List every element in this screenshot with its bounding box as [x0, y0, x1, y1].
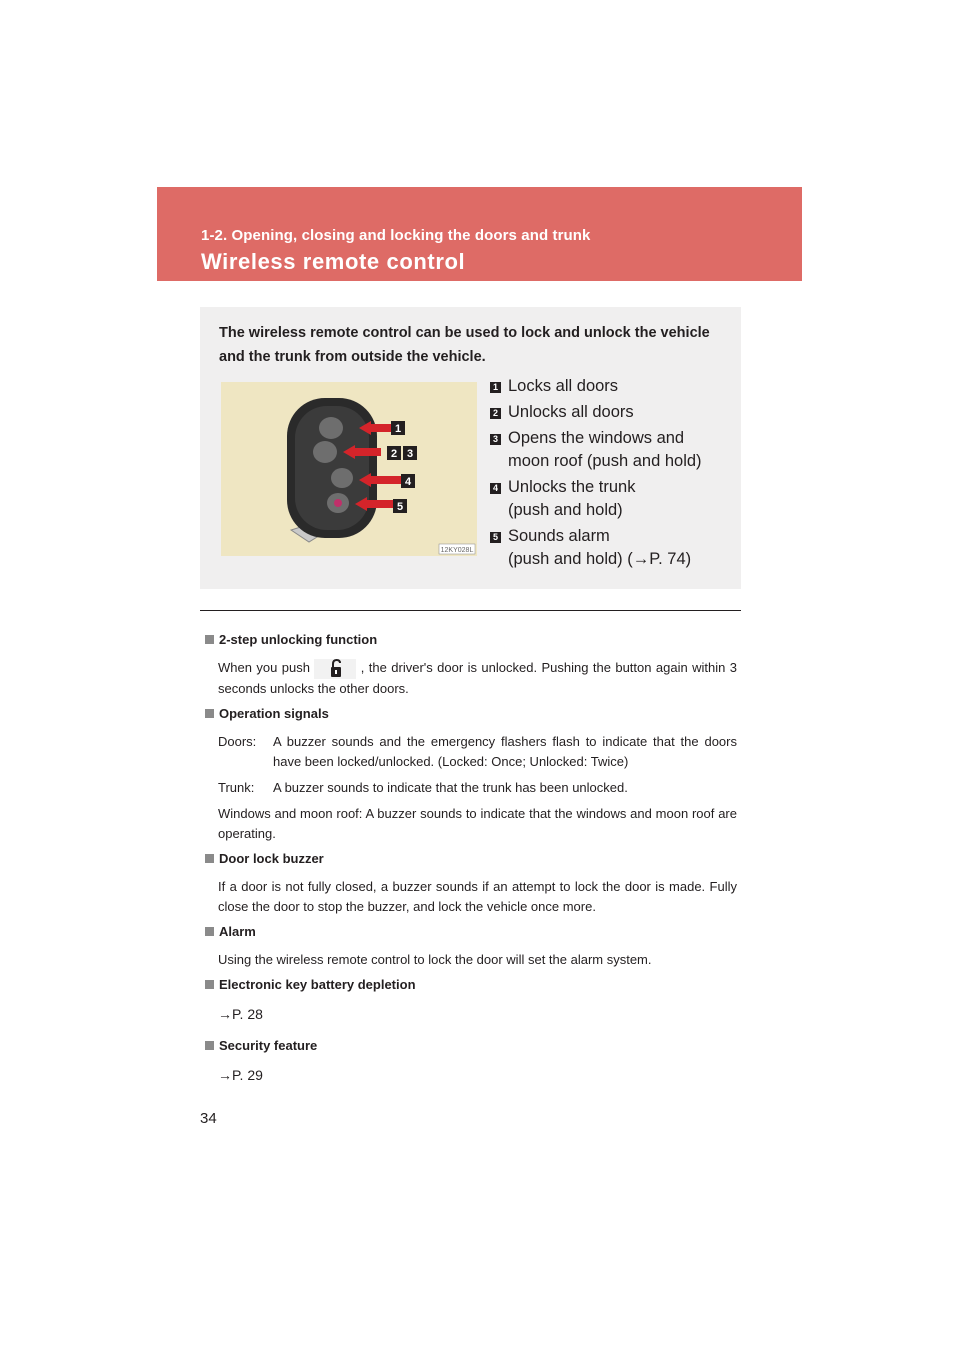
unlock-button-icon — [314, 659, 356, 679]
signal-row — [218, 732, 737, 772]
topic-heading: Security feature — [205, 1037, 737, 1055]
callout-2: 2 — [390, 448, 398, 460]
page-number: 34 — [200, 1110, 217, 1127]
legend-text: Unlocks the trunk — [508, 478, 636, 496]
legend-text: Unlocks all doors — [508, 403, 634, 421]
topic-heading: Alarm — [205, 923, 737, 941]
page-reference: →P. 28 — [218, 1005, 263, 1022]
callout-3: 3 — [406, 448, 414, 460]
square-bullet-icon — [205, 709, 214, 718]
signal-row — [218, 778, 737, 798]
topic-heading: Operation signals — [205, 705, 737, 723]
legend-text-line2: (push and hold) (→P. 74) — [508, 550, 692, 568]
topic-heading: Door lock buzzer — [205, 850, 737, 868]
callout-4: 4 — [404, 476, 412, 488]
legend-item — [490, 375, 718, 398]
legend-text: Locks all doors — [508, 377, 619, 395]
remote-key-illustration — [221, 382, 477, 556]
remote-key-drawing — [221, 382, 477, 556]
page-title: Wireless remote control — [201, 249, 466, 274]
legend-item — [490, 525, 718, 571]
section-label: 1-2. Opening, closing and locking the doors and trunk — [201, 227, 591, 244]
signal-label: Trunk: — [218, 779, 255, 795]
square-bullet-icon — [205, 1041, 214, 1050]
notes-content — [205, 631, 737, 1098]
square-bullet-icon — [205, 635, 214, 644]
legend-text: Opens the windows and — [508, 429, 685, 447]
number-badge: 1 — [490, 382, 501, 393]
number-badge: 4 — [490, 483, 501, 494]
legend-list — [490, 375, 718, 574]
legend-item — [490, 427, 718, 473]
number-badge: 5 — [490, 532, 501, 543]
legend-item — [490, 476, 718, 522]
topic-heading: 2-step unlocking function — [205, 631, 737, 649]
image-code: 12KY028L — [440, 547, 474, 554]
topic-heading: Electronic key battery depletion — [205, 976, 737, 994]
square-bullet-icon — [205, 854, 214, 863]
signal-text: A buzzer sounds to indicate that the trunk has been unlocked. — [273, 779, 628, 795]
chapter-header — [157, 187, 802, 281]
signal-text: A buzzer sounds and the emergency flashers flash to indicate that the doors have been locked/unlocked. (Locked: Once; Unlocked: Twice) — [273, 733, 737, 769]
legend-item — [490, 401, 718, 424]
divider — [200, 610, 741, 611]
callout-1: 1 — [394, 423, 402, 435]
number-badge: 3 — [490, 434, 501, 445]
legend-text: Sounds alarm — [508, 527, 610, 545]
square-bullet-icon — [205, 927, 214, 936]
legend-text-line2: moon roof (push and hold) — [508, 452, 702, 470]
callout-5: 5 — [396, 501, 404, 513]
topic-text: Using the wireless remote control to lock the door will set the alarm system. — [218, 951, 652, 967]
page-reference: →P. 29 — [218, 1066, 263, 1083]
signal-label: Doors: — [218, 733, 257, 749]
topic-text: Windows and moon roof: A buzzer sounds to indicate that the windows and moon roof are operating. — [218, 805, 737, 841]
topic-text: If a door is not fully closed, a buzzer sounds if an attempt to lock the door is made. Fully close the door to stop the buzzer, and lock the vehicle once more. — [218, 878, 737, 914]
topic-text: When you push , the driver's door is unlocked. Pushing the button again within 3 seconds unlocks the other doors. — [218, 660, 737, 696]
number-badge: 2 — [490, 408, 501, 419]
intro-box — [200, 307, 741, 589]
square-bullet-icon — [205, 980, 214, 989]
legend-text-line2: (push and hold) — [508, 501, 623, 519]
intro-text: The wireless remote control can be used to lock and unlock the vehicle and the trunk from outside the vehicle. — [219, 325, 710, 365]
